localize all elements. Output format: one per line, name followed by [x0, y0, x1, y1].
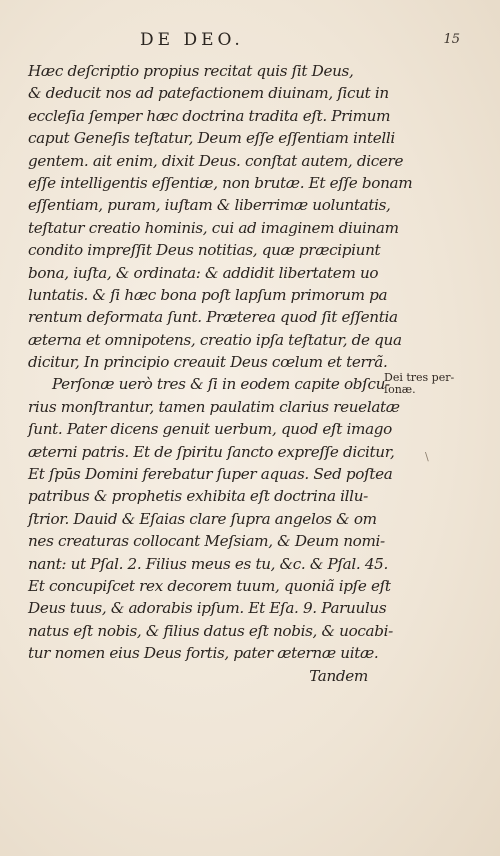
paragraph-start-line: Perſonæ uerò tres & ſi in eodem capite obſcu-	[52, 375, 390, 394]
text-line: rentum deformata ſunt. Præterea quod ſit eſſentia	[28, 308, 398, 327]
catchword: Tandem	[309, 666, 368, 685]
text-line: bona, iuſta, & ordinata: & addidit libertatem uo	[28, 263, 379, 282]
text-line: ſunt. Pater dicens genuit uerbum, quod eſt imago	[28, 420, 392, 439]
text-line: Hæc deſcriptio propius recitat quis ſit Deus,	[28, 62, 354, 80]
text-line: tur nomen eius Deus fortis, pater æternæ uitæ.	[28, 644, 379, 663]
text-line: natus eſt nobis, & filius datus eſt nobis, & uocabi-	[28, 621, 393, 640]
text-line: caput Geneſis teſtatur, Deum eſſe eſſentiam intelli	[28, 129, 395, 148]
ink-mark: \	[425, 450, 429, 463]
text-line: luntatis. & ſi hæc bona poſt lapſum primorum pa	[28, 285, 388, 304]
text-line: rius monſtrantur, tamen paulatim clarius reuelatæ	[28, 397, 400, 416]
text-line: patribus & prophetis exhibita eſt doctrina illu-	[28, 487, 368, 506]
text-line: nant: ut Pſal. 2. Filius meus es tu, &c. & Pſal. 45.	[28, 554, 388, 573]
text-line: teſtatur creatio hominis, cui ad imaginem diuinam	[28, 218, 399, 237]
text-line: gentem. ait enim, dixit Deus. conſtat autem, dicere	[28, 151, 404, 170]
text-line: ſtrior. Dauid & Eſaias clare ſupra angelos & om	[28, 509, 377, 528]
marginal-note-line: ſonæ.	[384, 383, 416, 396]
text-line: eſſe intelligentis eſſentiæ, non brutæ. Et eſſe bonam	[28, 173, 413, 192]
text-line: eccleſia ſemper hæc doctrina tradita eſt. Primum	[28, 106, 391, 125]
marginal-note	[384, 372, 474, 396]
text-line: eſſentiam, puram, iuſtam & liberrimæ uoluntatis,	[28, 196, 391, 215]
text-line: Deus tuus, & adorabis ipſum. Et Eſa. 9. Paruulus	[28, 599, 387, 618]
text-line: nes creaturas collocant Meſsiam, & Deum nomi-	[28, 532, 385, 551]
text-line: Et ſpūs Domini ferebatur ſuper aquas. Sed poſtea	[28, 465, 393, 484]
page-header	[120, 30, 460, 54]
text-line: æterna et omnipotens, creatio ipſa teſtatur, de qua	[28, 330, 402, 349]
main-text-block	[28, 60, 413, 687]
text-line: & deducit nos ad patefactionem diuinam, ſicut in	[28, 84, 389, 103]
marginal-note-line: Dei tres per-	[384, 371, 455, 384]
text-line: condito impreſſit Deus notitias, quæ præcipiunt	[28, 241, 381, 260]
page-number: 15	[443, 32, 460, 47]
text-line: dicitur, In principio creauit Deus cœlum et terrã.	[28, 353, 388, 372]
text-line: æterni patris. Et de ſpiritu ſancto expreſſe dicitur,	[28, 442, 395, 461]
running-head: DE DEO.	[140, 30, 244, 50]
text-line: Et concupiſcet rex decorem tuum, quoniã ipſe eſt	[28, 576, 391, 595]
